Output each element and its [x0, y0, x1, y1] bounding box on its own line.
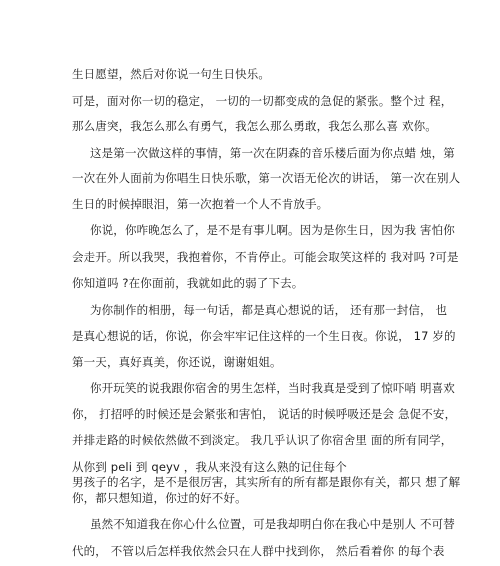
text-line: 你知道吗 ?在你面前，我就如此的弱了下去。: [72, 276, 304, 290]
text-line: 为你制作的相册，每一句话，都是真心想说的话， 还有那一封信， 也: [90, 303, 448, 317]
text-line: 一次在外人面前为你唱生日快乐歌，第一次语无伦次的讲话， 第一次在别人: [72, 171, 461, 185]
text-line: 代的， 不管以后怎样我依然会只在人群中找到你， 然后看着你 的每个表: [72, 544, 445, 558]
text-line: 你，都只想知道，你过的好不好。: [72, 491, 247, 505]
text-line: 第一天，真好真美，你还说，谢谢姐姐。: [72, 355, 282, 369]
text-line: 是真心想说的话，你说，你会牢牢记住这样的一个生日夜。你说， 17 岁的: [72, 329, 456, 343]
text-line: 你， 打招呼的时候还是会紧张和害怕， 说话的时候呼吸还是会 急促不安，: [72, 407, 457, 421]
text-line: 那么唐突，我怎么那么有勇气，我怎么那么勇敢，我怎么那么喜 欢你。: [72, 119, 437, 133]
text-line: 这是第一次做这样的事情，第一次在阴森的音乐楼后面为你点蜡 烛，第: [90, 146, 455, 160]
text-line: 虽然不知道我在你心什么位置，可是我却明白你在我心中是别人 不可替: [90, 517, 455, 531]
text-line: 你开玩笑的说我跟你宿舍的男生怎样，当时我真是受到了惊吓哨 明喜欢: [90, 381, 455, 395]
text-line: 男孩子的名字，是不是很厉害，其实所有的所有都是跟你有关，都只 想了解: [72, 475, 461, 489]
text-line: 你说，你咋晚怎么了，是不是有事儿啊。因为是你生日，因为我 害怕你: [90, 223, 455, 237]
text-line: 并排走路的时候依然做不到淡定。 我几乎认识了你宿舍里 面的所有同学，: [72, 433, 453, 447]
text-line: 生日的时候掉眼泪，第一次抱着一个人不肯放手。: [72, 197, 329, 211]
text-line: 会走开。所以我哭，我抱着你，不肯停止。可能会取笑这样的 我对吗 ?可是: [72, 250, 459, 264]
text-line: 可是，面对你一切的稳定， 一切的一切都变成的急促的紧张。整个过 程，: [72, 94, 453, 108]
text-line: 从你到 peli 到 qeyv ，我从来没有这么熟的记住每个: [72, 460, 347, 474]
text-line: 生日愿望，然后对你说一句生日快乐。: [72, 67, 271, 81]
